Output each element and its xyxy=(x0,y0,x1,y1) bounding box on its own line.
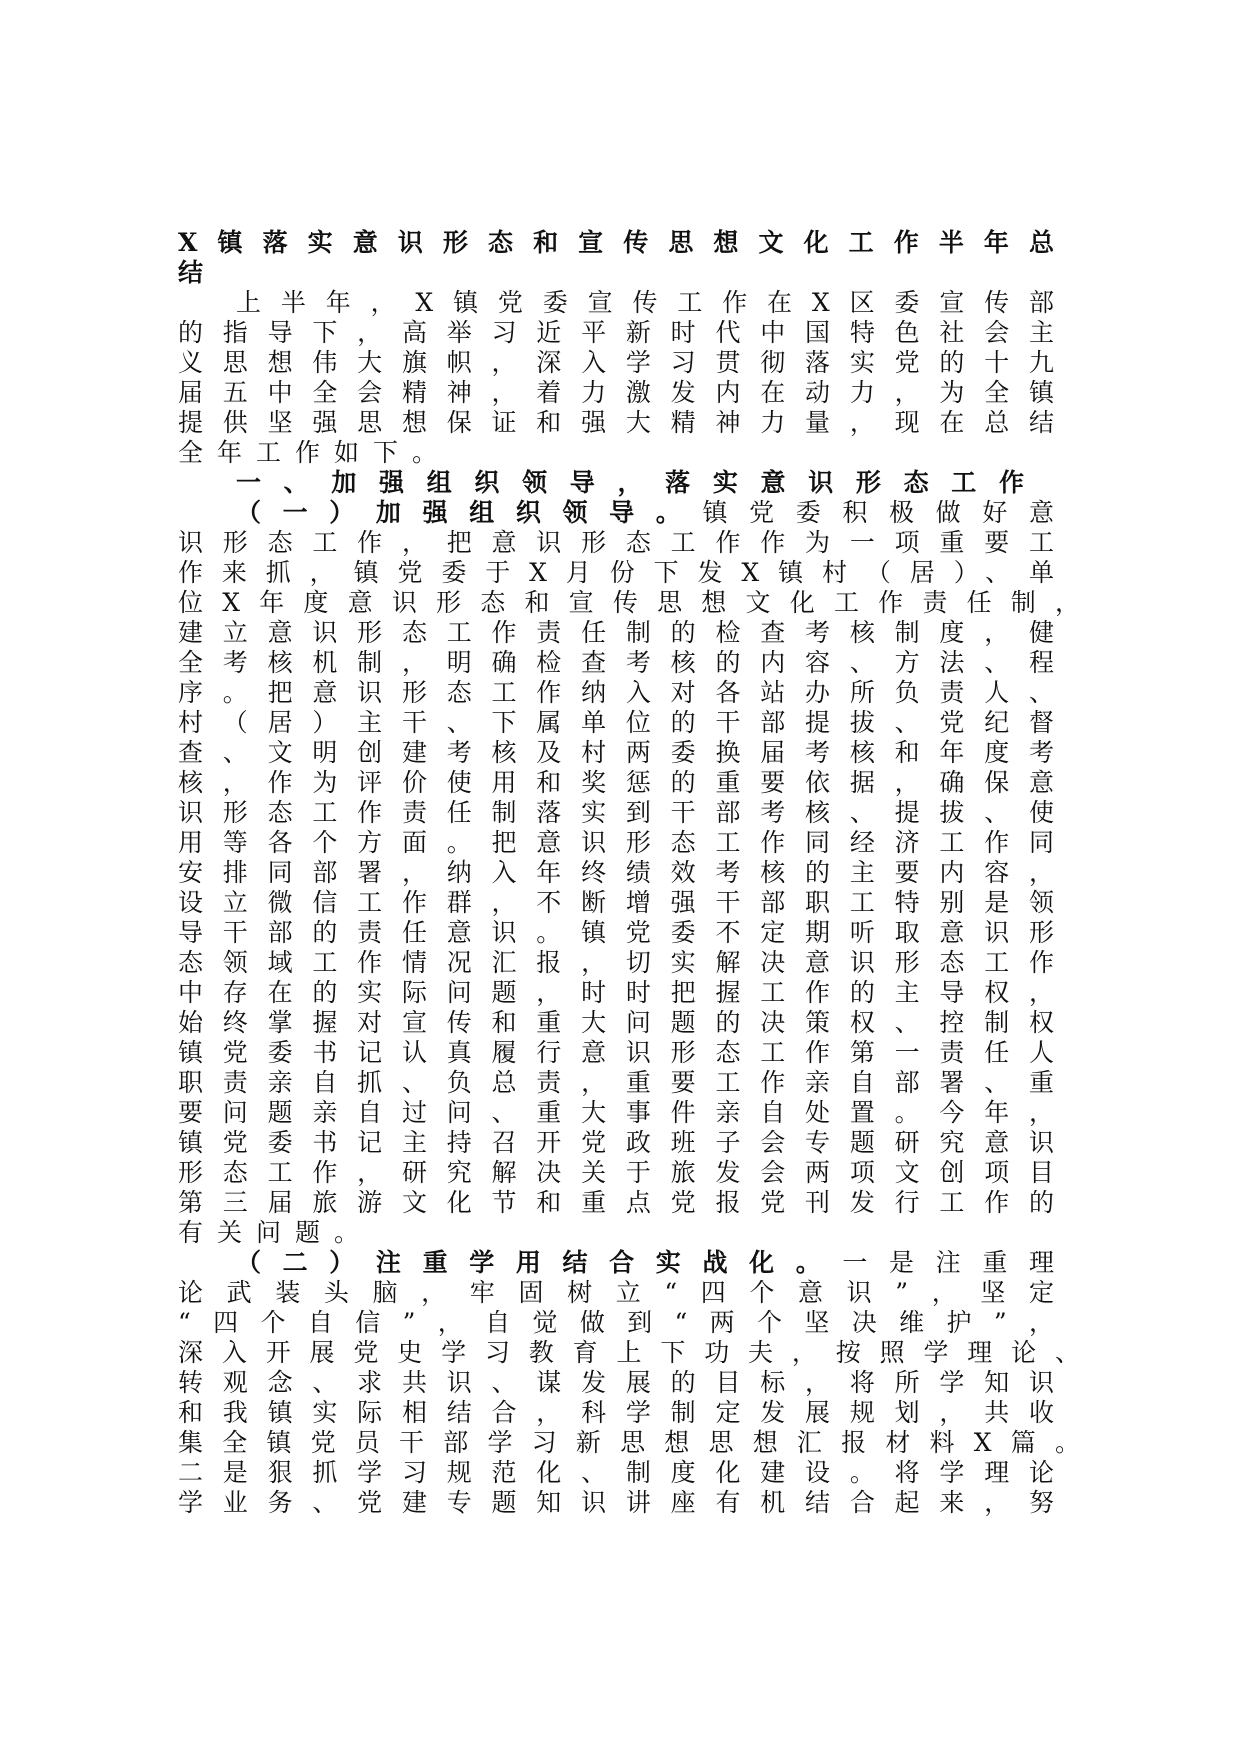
sub1-line-15: 导干部的责任意识。镇党委不定期听取意识形 xyxy=(178,918,1054,947)
title-line-2: 结 xyxy=(178,258,218,287)
sub1-line-6: 全考核机制，明确检查考核的内容、方法、程 xyxy=(178,648,1054,677)
sub2-line-4: 深入开展党史学习教育上下功夫，按照学理论、 xyxy=(178,1338,1080,1367)
sub1-line-24: 第三届旅游文化节和重点党报党刊发行工作的 xyxy=(178,1188,1054,1217)
sub1-title: （一）加强组织领导。 xyxy=(236,498,703,527)
sub1-line-3: 作来抓，镇党委于X月份下发X镇村（居）、单 xyxy=(178,558,1054,587)
subsection-2-paragraph xyxy=(178,1248,1080,1518)
document-body xyxy=(178,228,1080,1518)
intro-line-3: 义思想伟大旗帜，深入学习贯彻落实党的十九 xyxy=(178,348,1054,377)
sub2-title: （二）注重学用结合实战化。 xyxy=(236,1248,843,1277)
intro-line-1: 上半年，X镇党委宣传工作在X区委宣传部 xyxy=(236,288,1054,317)
sub2-line-7: 集全镇党员干部学习新思想思想汇报材料X篇。 xyxy=(178,1428,1080,1457)
document-title xyxy=(178,228,1054,288)
sub1-line-21: 要问题亲自过问、重大事件亲自处置。今年， xyxy=(178,1098,1054,1127)
sub1-line-18: 始终掌握对宣传和重大问题的决策权、控制权 xyxy=(178,1008,1054,1037)
sub1-line-1 xyxy=(178,498,1054,528)
sub1-line-8: 村（居）主干、下属单位的干部提拔、党纪督 xyxy=(178,708,1054,737)
sub1-line-13: 安排同部署，纳入年终绩效考核的主要内容， xyxy=(178,858,1054,887)
sub2-line-2: 论武装头脑，牢固树立“四个意识”，坚定 xyxy=(178,1278,1054,1307)
sub1-line-20: 职责亲自抓、负总责，重要工作亲自部署、重 xyxy=(178,1068,1054,1097)
sub1-line-7: 序。把意识形态工作纳入对各站办所负责人、 xyxy=(178,678,1054,707)
sub2-line-5: 转观念、求共识、谋发展的目标，将所学知识 xyxy=(178,1368,1054,1397)
section-1-heading xyxy=(178,468,1054,498)
sub1-line-16: 态领域工作情况汇报，切实解决意识形态工作 xyxy=(178,948,1054,977)
intro-paragraph xyxy=(178,288,1054,468)
intro-line-6: 全年工作如下。 xyxy=(178,438,452,467)
sub2-line-8: 二是狠抓学习规范化、制度化建设。将学理论 xyxy=(178,1458,1054,1487)
sub1-line-2: 识形态工作，把意识形态工作作为一项重要工 xyxy=(178,528,1054,557)
sub1-line-25: 有关问题。 xyxy=(178,1218,374,1247)
sub1-line-11: 识形态工作责任制落实到干部考核、提拔、使 xyxy=(178,798,1054,827)
section-1-heading-text: 一、加强组织领导，落实意识形态工作 xyxy=(236,468,1024,497)
sub1-line-19: 镇党委书记认真履行意识形态工作第一责任人 xyxy=(178,1038,1054,1067)
sub2-line-1 xyxy=(178,1248,1054,1278)
sub2-line-6: 和我镇实际相结合，科学制定发展规划，共收 xyxy=(178,1398,1054,1427)
sub2-line-3: “四个自信”，自觉做到“两个坚决维护”， xyxy=(178,1308,1054,1337)
sub2-line-9: 学业务、党建专题知识讲座有机结合起来，努 xyxy=(178,1488,1054,1517)
sub1-line-4: 位X年度意识形态和宣传思想文化工作责任制， xyxy=(178,588,1080,617)
sub1-line-17: 中存在的实际问题，时时把握工作的主导权， xyxy=(178,978,1054,1007)
title-line-1: X镇落实意识形态和宣传思想文化工作半年总 xyxy=(178,228,1054,257)
sub1-line-23: 形态工作，研究解决关于旅发会两项文创项目 xyxy=(178,1158,1054,1187)
sub1-line-22: 镇党委书记主持召开党政班子会专题研究意识 xyxy=(178,1128,1054,1157)
intro-line-5: 提供坚强思想保证和强大精神力量，现在总结 xyxy=(178,408,1054,437)
intro-line-4: 届五中全会精神，着力激发内在动力，为全镇 xyxy=(178,378,1054,407)
sub1-line-9: 查、文明创建考核及村两委换届考核和年度考 xyxy=(178,738,1054,767)
sub2-first-rest: 一是注重理 xyxy=(842,1248,1054,1277)
sub1-line-14: 设立微信工作群，不断增强干部职工特别是领 xyxy=(178,888,1054,917)
sub1-line-5: 建立意识形态工作责任制的检查考核制度，健 xyxy=(178,618,1054,647)
subsection-1-paragraph xyxy=(178,498,1080,1248)
sub1-first-rest: 镇党委积极做好意 xyxy=(702,498,1054,527)
sub1-line-10: 核，作为评价使用和奖惩的重要依据，确保意 xyxy=(178,768,1054,797)
sub1-line-12: 用等各个方面。把意识形态工作同经济工作同 xyxy=(178,828,1054,857)
intro-line-2: 的指导下，高举习近平新时代中国特色社会主 xyxy=(178,318,1054,347)
